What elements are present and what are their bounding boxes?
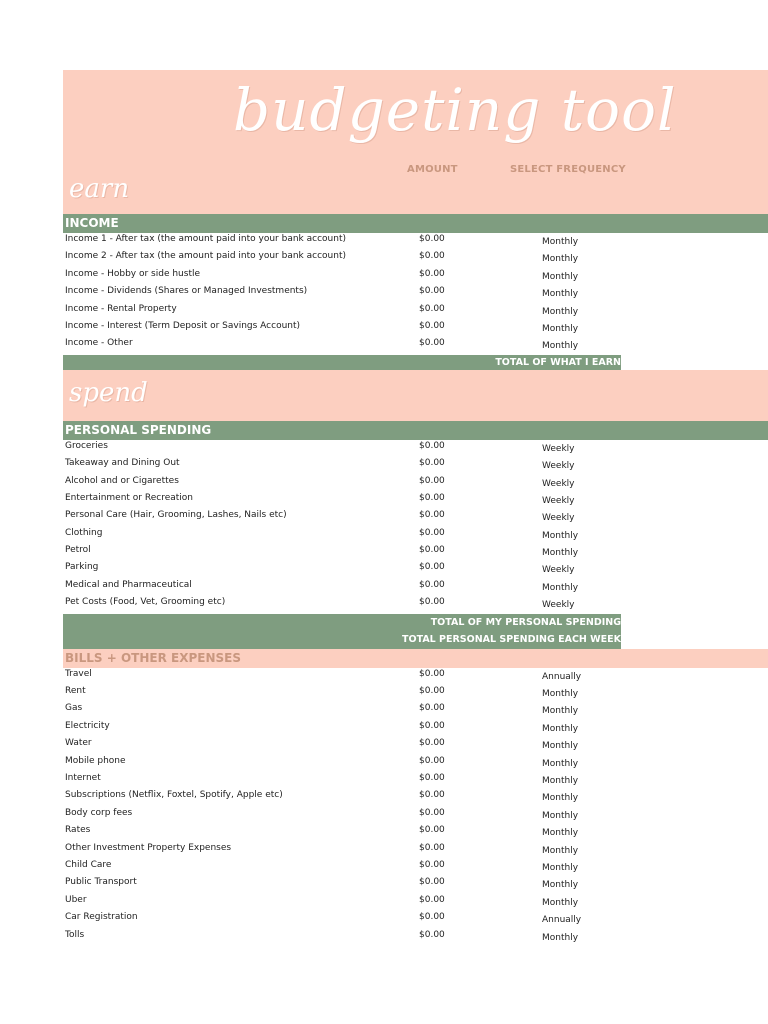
row-label: Tolls: [65, 929, 85, 940]
frequency-select[interactable]: Monthly: [542, 897, 579, 908]
earn-label: earn: [69, 174, 130, 204]
amount-cell[interactable]: $0.00: [419, 703, 445, 714]
amount-cell[interactable]: $0.00: [419, 772, 445, 783]
table-row: [63, 737, 768, 754]
frequency-select[interactable]: Weekly: [542, 478, 575, 489]
frequency-select[interactable]: Monthly: [542, 845, 579, 856]
table-row: [63, 303, 768, 320]
table-row: [63, 475, 768, 492]
frequency-select[interactable]: Monthly: [542, 341, 579, 352]
row-label: Child Care: [65, 859, 112, 870]
amount-cell[interactable]: $0.00: [419, 545, 445, 556]
frequency-column-header: SELECT FREQUENCY: [510, 164, 626, 175]
amount-cell[interactable]: $0.00: [419, 755, 445, 766]
row-label: Car Registration: [65, 912, 138, 923]
table-row: [63, 842, 768, 859]
row-label: Petrol: [65, 545, 91, 556]
frequency-select[interactable]: Monthly: [542, 323, 579, 334]
frequency-select[interactable]: Monthly: [542, 706, 579, 717]
row-label: Medical and Pharmaceutical: [65, 579, 192, 590]
amount-cell[interactable]: $0.00: [419, 842, 445, 853]
amount-cell[interactable]: $0.00: [419, 668, 445, 679]
row-label: Groceries: [65, 440, 108, 451]
row-label: Income - Other: [65, 338, 133, 349]
personal-total-rows: [63, 614, 768, 649]
amount-cell[interactable]: $0.00: [419, 320, 445, 331]
row-label: Subscriptions (Netflix, Foxtel, Spotify, Apple etc): [65, 790, 283, 801]
frequency-select[interactable]: Monthly: [542, 582, 579, 593]
frequency-select[interactable]: Monthly: [542, 723, 579, 734]
frequency-select[interactable]: Monthly: [542, 880, 579, 891]
amount-cell[interactable]: $0.00: [419, 686, 445, 697]
amount-cell[interactable]: $0.00: [419, 510, 445, 521]
row-label: Rates: [65, 825, 91, 836]
amount-cell[interactable]: $0.00: [419, 877, 445, 888]
table-row: [63, 561, 768, 578]
frequency-select[interactable]: Monthly: [542, 289, 579, 300]
amount-cell[interactable]: $0.00: [419, 492, 445, 503]
row-label: Uber: [65, 894, 87, 905]
table-row: [63, 894, 768, 911]
frequency-select[interactable]: Monthly: [542, 271, 579, 282]
row-label: Rent: [65, 686, 86, 697]
table-row: [63, 527, 768, 544]
amount-cell[interactable]: $0.00: [419, 475, 445, 486]
row-label: Clothing: [65, 527, 103, 538]
row-label: Income - Hobby or side hustle: [65, 268, 201, 279]
row-label: Income 1 - After tax (the amount paid into your bank account): [65, 234, 346, 244]
table-row: [63, 859, 768, 876]
frequency-select[interactable]: Monthly: [542, 793, 579, 804]
bills-section-heading: BILLS + OTHER EXPENSES: [63, 649, 768, 668]
amount-cell[interactable]: $0.00: [419, 912, 445, 923]
amount-cell[interactable]: $0.00: [419, 458, 445, 469]
income-rows: [63, 233, 768, 355]
frequency-select[interactable]: Monthly: [542, 548, 579, 559]
table-row: [63, 789, 768, 806]
amount-cell[interactable]: $0.00: [419, 720, 445, 731]
frequency-select[interactable]: Weekly: [542, 495, 575, 506]
budget-sheet: [63, 70, 768, 946]
table-row: [63, 440, 768, 457]
row-label: Income - Interest (Term Deposit or Savings Account): [65, 320, 301, 331]
table-row: [63, 755, 768, 772]
table-row: [63, 596, 768, 613]
table-row: [63, 457, 768, 474]
frequency-select[interactable]: Monthly: [542, 530, 579, 541]
frequency-select[interactable]: Monthly: [542, 689, 579, 700]
income-total-row: [63, 355, 768, 370]
table-row: [63, 320, 768, 337]
frequency-select[interactable]: Weekly: [542, 513, 575, 524]
personal-rows: [63, 440, 768, 614]
frequency-select[interactable]: Weekly: [542, 600, 575, 611]
amount-cell[interactable]: $0.00: [419, 338, 445, 349]
amount-cell[interactable]: $0.00: [419, 303, 445, 314]
row-label: Internet: [65, 772, 101, 783]
amount-cell[interactable]: $0.00: [419, 251, 445, 262]
spend-label: spend: [69, 377, 148, 408]
personal-total-label: TOTAL OF MY PERSONAL SPENDING: [430, 616, 621, 628]
page-title: budgeting tool: [233, 76, 677, 144]
table-row: [63, 544, 768, 561]
table-row: [63, 579, 768, 596]
row-label: Pet Costs (Food, Vet, Grooming etc): [65, 597, 226, 608]
row-label: Other Investment Property Expenses: [65, 842, 232, 853]
row-label: Entertainment or Recreation: [65, 492, 193, 503]
table-row: [63, 720, 768, 737]
frequency-select[interactable]: Monthly: [542, 254, 579, 265]
personal-section-heading: PERSONAL SPENDING: [63, 421, 768, 440]
amount-cell[interactable]: $0.00: [419, 268, 445, 279]
amount-cell[interactable]: $0.00: [419, 807, 445, 818]
row-label: Income - Rental Property: [65, 303, 177, 314]
row-label: Gas: [65, 703, 83, 714]
row-label: Income 2 - After tax (the amount paid into your bank account): [65, 251, 346, 262]
row-label: Parking: [65, 562, 99, 573]
frequency-select[interactable]: Weekly: [542, 461, 575, 472]
amount-cell[interactable]: $0.00: [419, 597, 445, 608]
table-row: [63, 285, 768, 302]
table-row: [63, 702, 768, 719]
amount-cell[interactable]: $0.00: [419, 562, 445, 573]
amount-cell[interactable]: $0.00: [419, 286, 445, 297]
amount-cell[interactable]: $0.00: [419, 234, 445, 244]
row-label: Mobile phone: [65, 755, 126, 766]
amount-cell[interactable]: $0.00: [419, 738, 445, 749]
table-row: [63, 268, 768, 285]
row-label: Public Transport: [65, 877, 137, 888]
frequency-select[interactable]: Monthly: [542, 862, 579, 873]
row-label: Body corp fees: [65, 807, 133, 818]
table-row: [63, 772, 768, 789]
table-row: [63, 929, 768, 946]
amount-cell[interactable]: $0.00: [419, 527, 445, 538]
row-label: Travel: [65, 668, 92, 679]
bills-rows: [63, 668, 768, 946]
table-row: [63, 685, 768, 702]
frequency-select[interactable]: Monthly: [542, 306, 579, 317]
table-row: [63, 911, 768, 928]
row-label: Takeaway and Dining Out: [65, 458, 180, 469]
amount-column-header: AMOUNT: [407, 164, 458, 175]
table-row: [63, 337, 768, 354]
amount-cell[interactable]: $0.00: [419, 859, 445, 870]
row-label: Alcohol and or Cigarettes: [65, 475, 179, 486]
frequency-select[interactable]: Monthly: [542, 775, 579, 786]
row-label: Income - Dividends (Shares or Managed Investments): [65, 286, 308, 297]
amount-cell[interactable]: $0.00: [419, 929, 445, 940]
income-total-label: TOTAL OF WHAT I EARN: [495, 356, 621, 368]
frequency-select[interactable]: Monthly: [542, 758, 579, 769]
table-row: [63, 509, 768, 526]
amount-cell[interactable]: $0.00: [419, 790, 445, 801]
frequency-select[interactable]: Weekly: [542, 565, 575, 576]
row-label: Personal Care (Hair, Grooming, Lashes, Nails etc): [65, 510, 287, 521]
table-row: [63, 807, 768, 824]
frequency-select[interactable]: Monthly: [542, 828, 579, 839]
table-row: [63, 876, 768, 893]
amount-cell[interactable]: $0.00: [419, 894, 445, 905]
frequency-select[interactable]: Monthly: [542, 741, 579, 752]
income-section-heading: INCOME: [63, 214, 768, 233]
table-row: [63, 824, 768, 841]
frequency-select[interactable]: Annually: [542, 671, 582, 682]
table-row: [63, 233, 768, 250]
row-label: Electricity: [65, 720, 110, 731]
frequency-select[interactable]: Annually: [542, 915, 582, 926]
row-label: Water: [65, 738, 92, 749]
amount-cell[interactable]: $0.00: [419, 579, 445, 590]
personal-weekly-total-label: TOTAL PERSONAL SPENDING EACH WEEK: [402, 633, 621, 645]
header-band: [63, 70, 768, 214]
table-row: [63, 492, 768, 509]
frequency-select[interactable]: Weekly: [542, 443, 575, 454]
table-row: [63, 668, 768, 685]
frequency-select[interactable]: Monthly: [542, 932, 579, 943]
amount-cell[interactable]: $0.00: [419, 825, 445, 836]
frequency-select[interactable]: Monthly: [542, 237, 579, 247]
table-row: [63, 250, 768, 267]
frequency-select[interactable]: Monthly: [542, 810, 579, 821]
spend-band: [63, 370, 768, 421]
amount-cell[interactable]: $0.00: [419, 440, 445, 451]
